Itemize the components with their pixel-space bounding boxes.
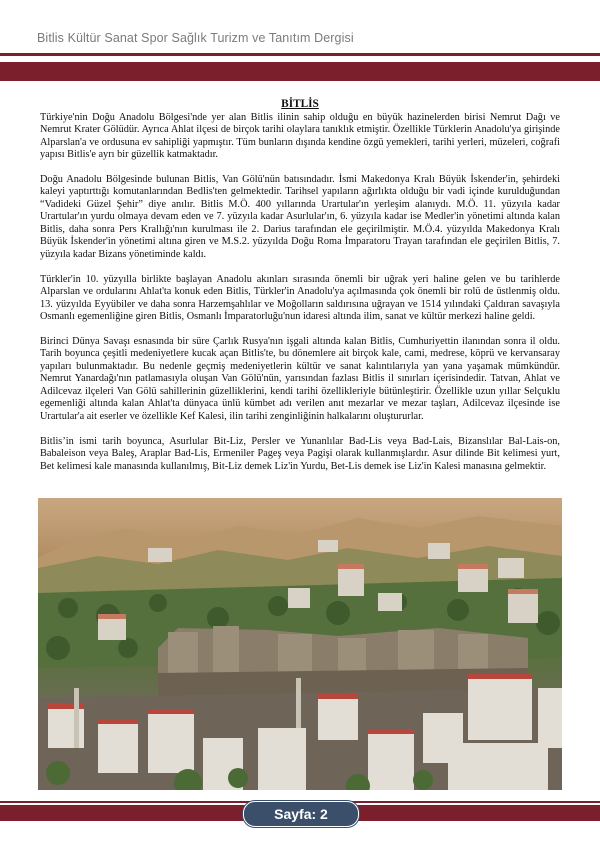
header-rule-thick <box>0 62 600 81</box>
city-photo <box>38 498 562 790</box>
page-number-badge: Sayfa: 2 <box>243 801 359 827</box>
paragraph-4: Birinci Dünya Savaşı esnasında bir süre Çarlık Rusya'nın işgali altında kalan Bitlis, Cumhuriyettin ilanından sonra il oldu. Tarih boyunca çeşitli medeniyetlere kucak açan Bitlis'te, bu dönemlere ait birçok kale, cami, medrese, köprü ve kervansaray yapıları bulunmaktadır. Bu nedenle geçmiş medeniyetlerin kültür ve sanat kalıntılarıyla yan yana yaşamak mümkündür. Nemrut Yanardağı'nın patlamasıyla oluşan Van Gölü'nün, yarısından fazlası Bitlis il sınırları içerisindedir. Tatvan, Ahlat ve Adilcevaz ilçeleri Van Gölü sahillerinin güzelliklerini, kendi tarihi özellikleriyle bütünleştirir. Özellikle uzun yıllar Selçuklu egemenliği altında kalan Ahlat'ta dünyaca ünlü kümbet adı verilen anıt mezarlar ve mezar taşları, Adilcevaz ilçesinde ise Urartular'a ait eserler ve özellikle Kef Kalesi, ilin tarihi zenginliğinin halkalarını oluştururlar. <box>40 335 560 423</box>
article-body <box>40 98 560 485</box>
article-title: BİTLİS <box>281 98 319 110</box>
paragraph-5: Bitlis’in ismi tarih boyunca, Asurlular Bit-Liz, Persler ve Yunanlılar Bad-Lis veya Bad-Lais, Bizanslılar Bal-Lais-on, Babaleison veya Baleş, Araplar Bad-Lis, Ermeniler Pageş veya Pagişi olarak kullanmışlardır. Asur dilinde Bit kelimesi yurt, Bet kelimesi kale manasında kullanılmış, Bit-Liz demek Liz'in Yurdu, Bet-Lis demek ise Liz'in Kalesi manasına gelmektir. <box>40 435 560 472</box>
header-rule-thin <box>0 53 600 56</box>
paragraph-2: Doğu Anadolu Bölgesinde bulunan Bitlis, Van Gölü'nün batısındadır. İsmi Makedonya Kralı Büyük İskender'in, şehirdeki kaleyi yaptırttığı komutanlarından Bedlis'ten gelmektedir. Tarihsel yapıların ağırlıkta olduğu bir vadi içinde kurulduğundan “Vadideki Güzel Şehir” diye anılır. Bitlis M.Ö. 400 yıllarında Urartular'ın yerleşim alanıydı. M.Ö. 11. yüzyıla kadar Urartular'ın yurdu olmaya devam eden ve 7. yüzyıla kadar Asurlular'ın, 6. yüzyıla kadar ise Medler'in yönetimi altında kalan Bitlis, daha sonra Pers Krallığı'nın kurulması ile 2. Darius tarafından ele geçirilmiştir. M.Ö.4. yüzyılda Makedonya Kralı Büyük İskender'in yönetimi altına giren ve M.S.2. yüzyılda Doğu Roma İmparatoru Trayan tarafından ele geçirilen Bitlis, 7. yüzyıla kadar Bizans yönetiminde kaldı. <box>40 173 560 261</box>
paragraph-3: Türkler'in 10. yüzyılla birlikte başlayan Anadolu akınları sırasında önemli bir uğrak yeri haline gelen ve bu tarihlerde Alparslan ve ordularını Ahlat'ta konuk eden Bitlis, Türkler'in Anadolu'ya açılmasında çok önemli bir rolü de üstlenmiş oldu. 13. yüzyılda Eyyübiler ve daha sonra Harzemşahlılar ve Moğolların saldırısına uğrayan ve 1514 yılındaki Çaldıran savaşıyla Osmanlı egemenliğine giren Bitlis, Osmanlı İmparatorluğu'nun idaresi altında ilim, sanat ve kültür merkezi haline geldi. <box>40 273 560 323</box>
paragraph-1: Türkiye'nin Doğu Anadolu Bölgesi'nde yer alan Bitlis ilinin sahip olduğu en büyük hazinelerden birisi Nemrut Dağı ve Nemrut Krater Gölüdür. Ayrıca Ahlat ilçesi de birçok tarihi olaylara tanıklık etmiştir. Özellikle Türklerin Anadolu'ya girişinde Alparslan'a ve ordusuna ev sahipliği yapmıştır. Tüm bunların dışında kendine özgü yemekleri, tarihi yerleri, müzeleri, coğrafi yapısı Bitlis'e ayrı bir güzellik katmaktadır. <box>40 111 560 161</box>
header-title: Bitlis Kültür Sanat Spor Sağlık Turizm ve Tanıtım Dergisi <box>37 31 354 45</box>
